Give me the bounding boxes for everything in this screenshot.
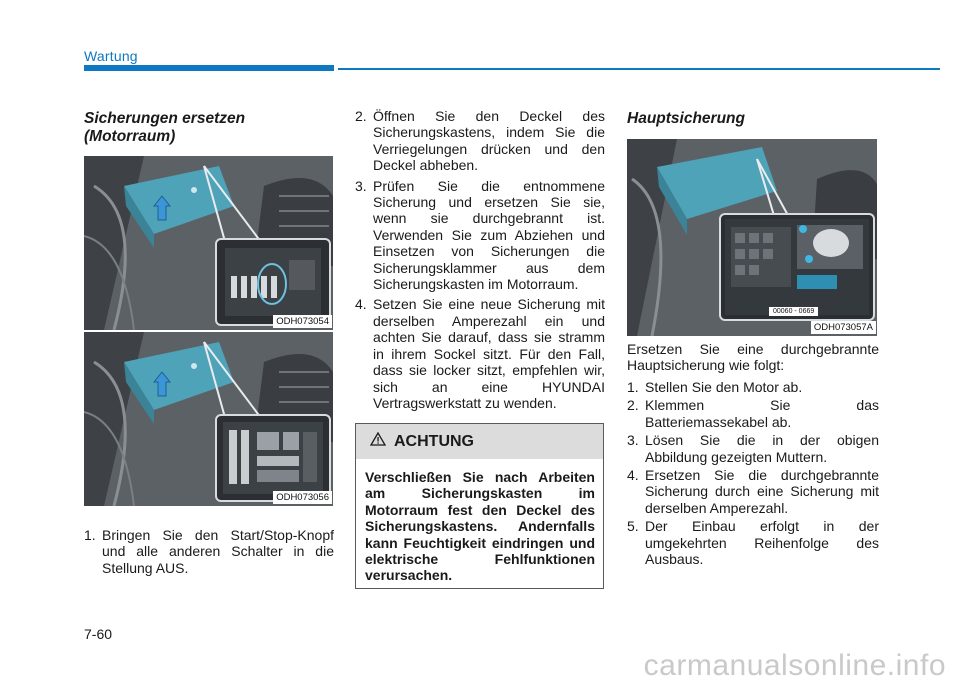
main-fuse-intro: Ersetzen Sie eine durchgebrannte Hauptsicherung wie folgt: — [627, 341, 879, 374]
engine-bay-photo-1 — [84, 156, 333, 330]
main-step-5-number: 5. — [627, 518, 639, 535]
main-step-4 — [627, 467, 879, 516]
step-4-number: 4. — [355, 296, 367, 313]
steps-list-middle — [355, 108, 605, 413]
photo-code-1: ODH073054 — [273, 315, 332, 328]
main-step-2-number: 2. — [627, 397, 639, 414]
watermark: carmanualsonline.info — [643, 649, 946, 682]
header-rule-thin — [338, 68, 940, 70]
steps-list-right — [627, 379, 879, 569]
caution-header — [356, 424, 603, 459]
step-2 — [355, 108, 605, 174]
fuse-replace-heading — [84, 110, 245, 146]
main-step-5 — [627, 518, 879, 567]
step-4-text: Setzen Sie eine neue Sicherung mit derselben Amperezahl ein und achten Sie darauf, dass sie stramm in ihrem Sockel sitzt. Für den Fall, dass sie locker sitzt, empfehlen wir, sich an eine HYUNDAI Vertragswerkstatt zu wenden. — [373, 296, 605, 411]
main-fuse-heading: Hauptsicherung — [627, 110, 745, 127]
engine-bay-photo-2 — [84, 332, 333, 506]
fuse-box-detail-2 — [217, 416, 329, 500]
heading-line-1: Sicherungen ersetzen — [84, 110, 246, 127]
fuse-box-inset-1 — [215, 238, 331, 326]
main-step-4-text: Ersetzen Sie die durchgebrannte Sicherung durch eine Sicherung mit derselben Amperezahl. — [645, 467, 879, 516]
step-1-number: 1. — [84, 527, 96, 543]
fuse-box-inset-2 — [215, 414, 331, 502]
steps-list-left — [84, 527, 334, 578]
step-1 — [84, 527, 334, 576]
main-step-4-number: 4. — [627, 467, 639, 484]
main-step-3-number: 3. — [627, 432, 639, 449]
caution-box — [355, 423, 604, 589]
page-number: 7-60 — [84, 626, 113, 642]
warning-triangle-icon — [370, 432, 386, 451]
caution-text: Verschließen Sie nach Arbeiten am Sicherungskasten im Motorraum fest den Deckel des Sicherungskastens. Andernfalls kann Feuchtigkeit eindringen und elektrische Fehlfunktionen verursachen. — [365, 469, 595, 584]
photo-code-3: ODH073057A — [811, 321, 876, 334]
heading-line-2: (Motorraum) — [84, 128, 176, 145]
fuse-box-detail-1 — [217, 240, 329, 324]
photo-code-2: ODH073056 — [273, 491, 332, 504]
main-step-1 — [627, 379, 879, 395]
main-step-3 — [627, 432, 879, 465]
main-fuse-detail — [721, 215, 873, 319]
main-fuse-photo — [627, 139, 877, 336]
step-3 — [355, 178, 605, 293]
main-step-5-text: Der Einbau erfolgt in der umgekehrten Reihenfolge des Ausbaus. — [645, 518, 879, 568]
caution-title: ACHTUNG — [394, 432, 474, 450]
section-title: Wartung — [84, 48, 138, 64]
main-step-2 — [627, 397, 879, 430]
main-step-1-text: Stellen Sie den Motor ab. — [645, 379, 803, 395]
main-step-1-number: 1. — [627, 379, 639, 395]
main-fuse-inset — [719, 213, 875, 321]
step-3-text: Prüfen Sie die entnommene Sicherung und ersetzen Sie sie, wenn sie durchgebrannt ist. Verwenden Sie zum Abziehen und Einsetzen von Sicherungen die Sicherungsklammer aus dem Sicherungskasten im Motorraum. — [373, 177, 605, 293]
header-rule-thick — [84, 65, 334, 71]
step-3-number: 3. — [355, 177, 367, 194]
main-fuse-label: 00060 - 0669 — [769, 307, 818, 316]
step-2-number: 2. — [355, 108, 367, 124]
step-4 — [355, 296, 605, 411]
main-step-3-text: Lösen Sie die in der obigen Abbildung gezeigten Muttern. — [645, 432, 879, 465]
step-2-text: Öffnen Sie den Deckel des Sicherungskastens, indem Sie die Verriegelungen drücken und den Deckel abheben. — [373, 108, 605, 174]
main-step-2-text: Klemmen Sie das Batteriemassekabel ab. — [645, 397, 879, 430]
step-1-text: Bringen Sie den Start/Stop-Knopf und alle anderen Schalter in die Stellung AUS. — [102, 527, 334, 576]
